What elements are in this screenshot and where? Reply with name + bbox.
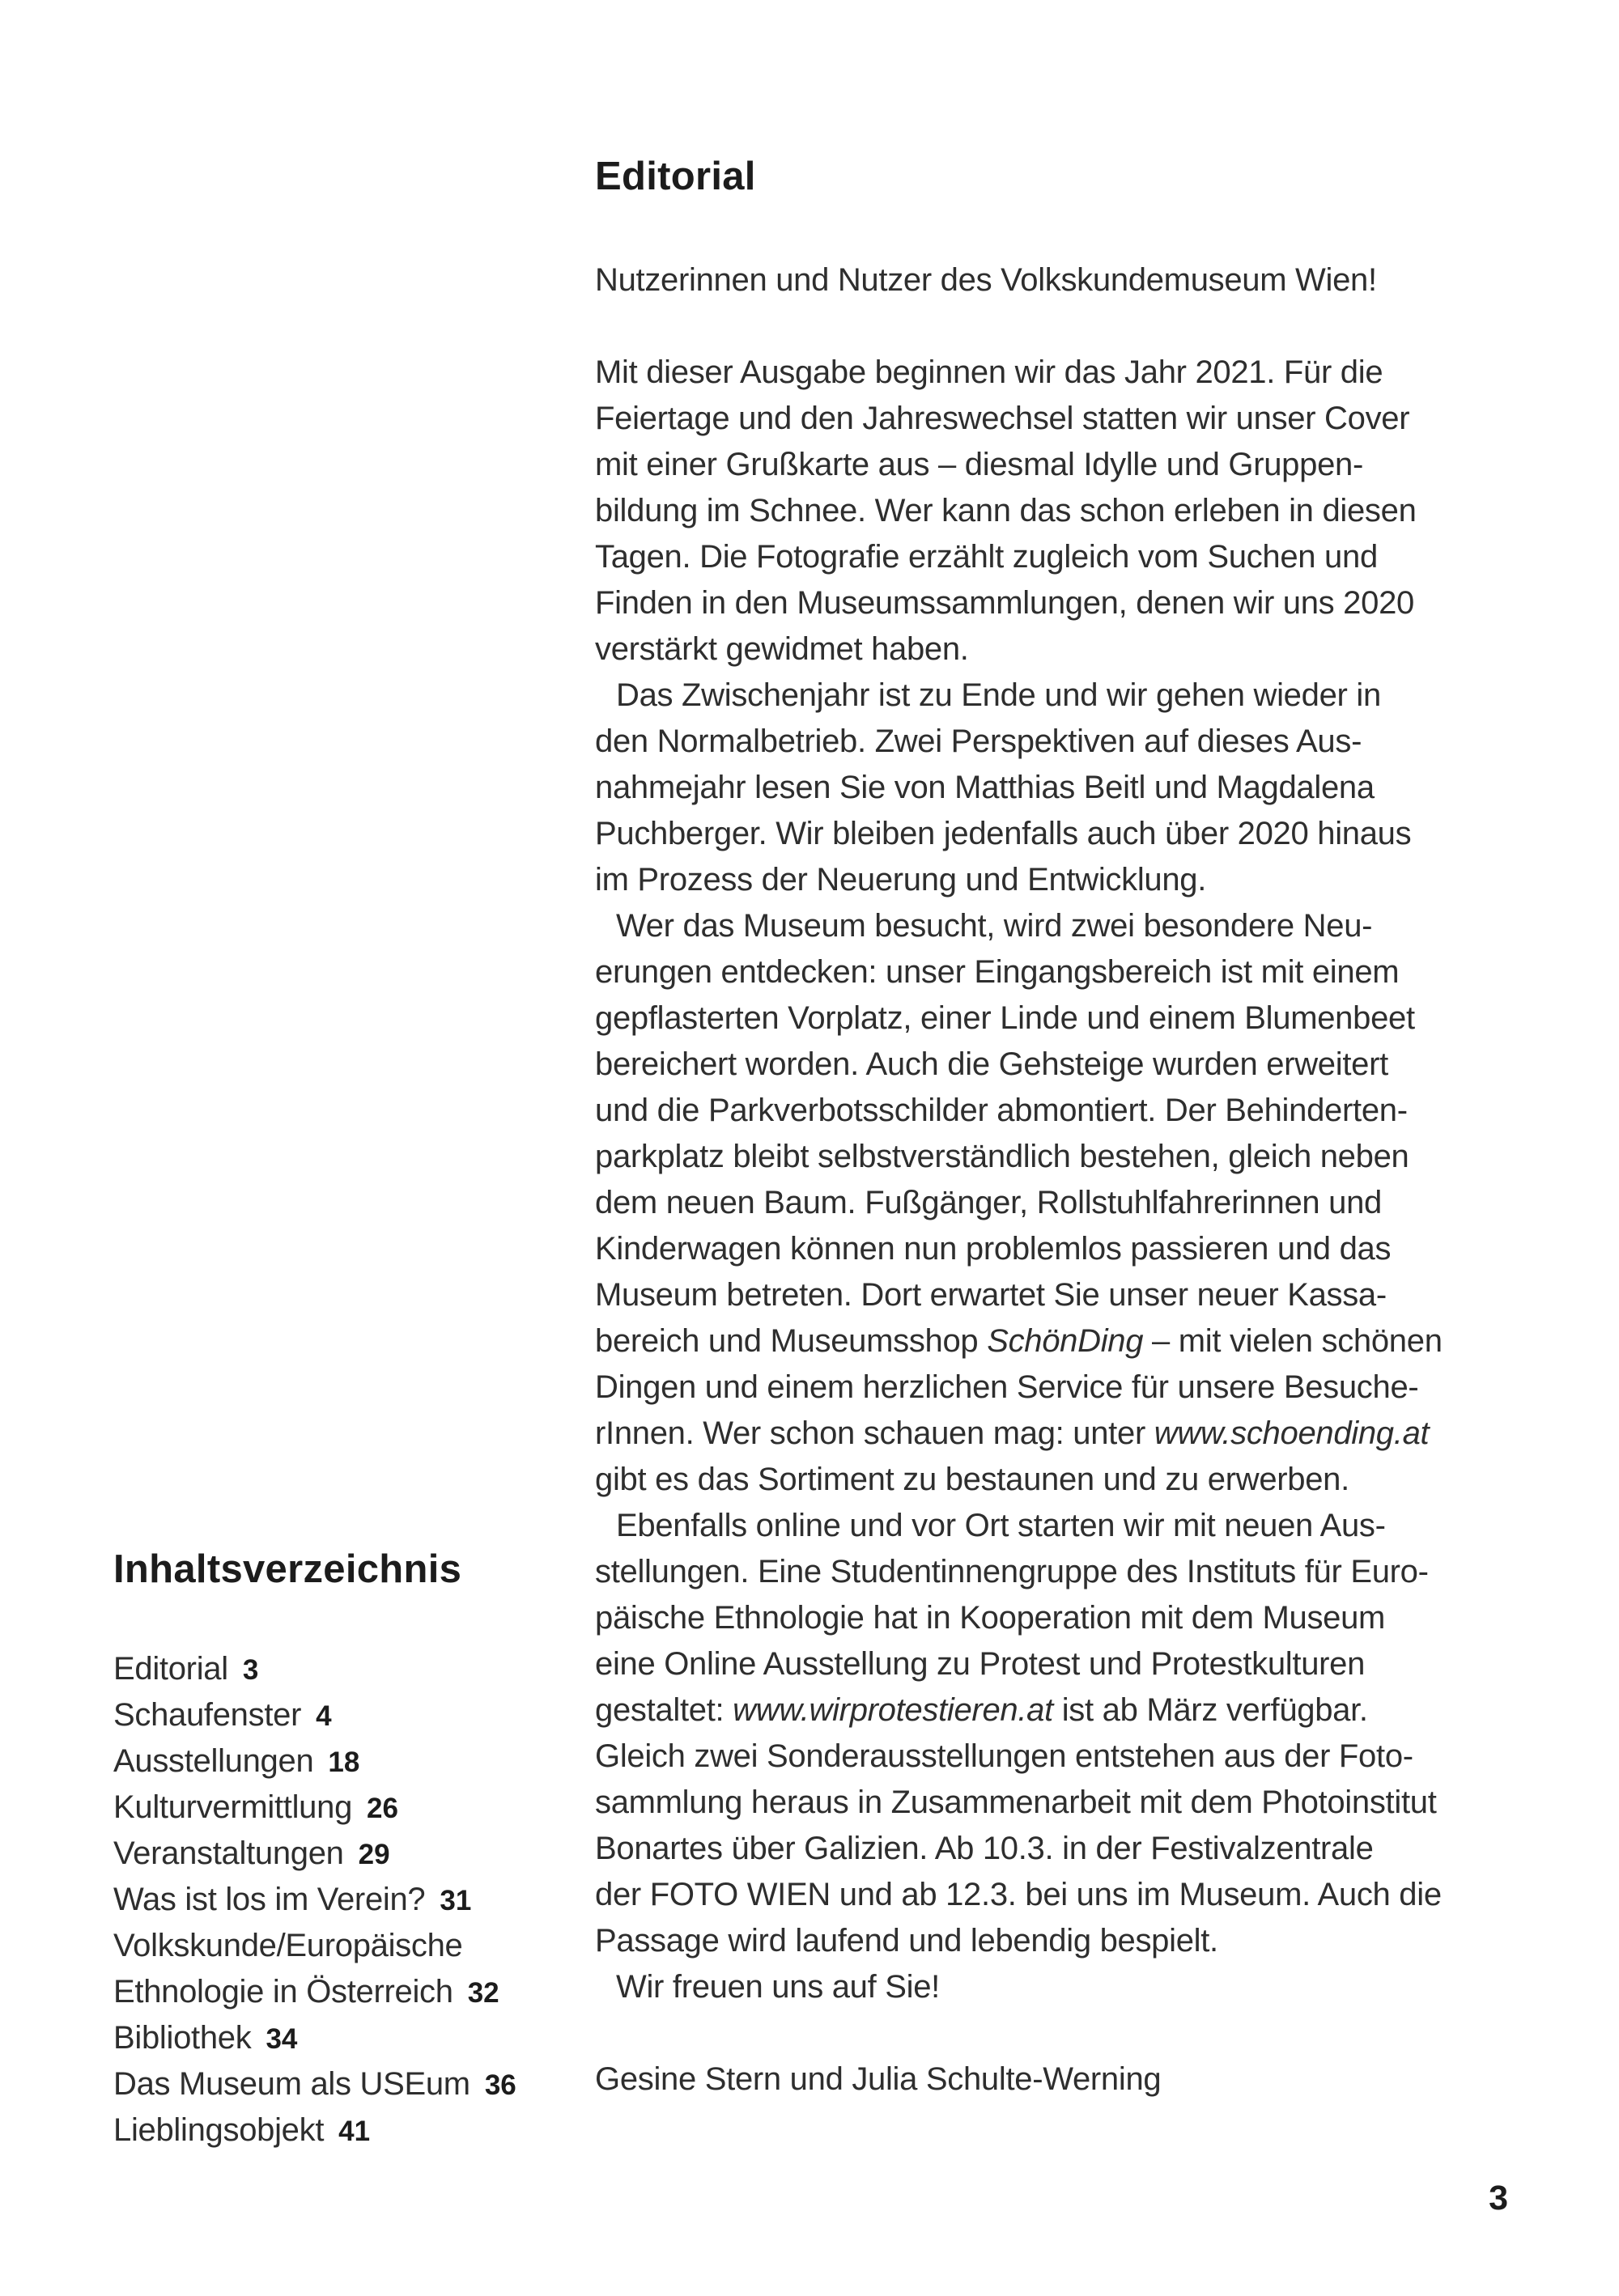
toc-item [113,1831,567,1877]
text-line [595,857,1443,903]
text-line [595,534,1443,580]
text-run: mit einer Grußkarte aus – diesmal Idylle und Gruppen- [595,447,1363,482]
toc-item [113,1877,567,1923]
toc-item [113,1646,567,1692]
text-run: Bonartes über Galizien. Ab 10.3. in der Festivalzentrale [595,1831,1374,1866]
text-run: Puchberger. Wir bleiben jedenfalls auch über 2020 hinaus [595,816,1412,851]
text-line [595,1780,1443,1826]
text-run: erungen entdecken: unser Eingangsbereich ist mit einem [595,954,1400,990]
text-line [595,1318,1443,1364]
toc-item-label: Das Museum als USEum [113,2066,470,2102]
blank-line [595,303,1443,350]
table-of-contents [113,1547,567,2154]
text-line [595,1734,1443,1780]
editorial-body-text [595,257,1443,2010]
toc-item-label: Ethnologie in Österreich [113,1974,453,2010]
toc-item-page: 34 [266,2023,298,2055]
toc-heading: Inhaltsverzeichnis [113,1547,462,1591]
text-run: bereichert worden. Auch die Gehsteige wurden erweitert [595,1046,1388,1082]
toc-item [113,1923,567,1969]
text-run: Feiertage und den Jahreswechsel statten wir unser Cover [595,401,1410,436]
text-run: den Normalbetrieb. Zwei Perspektiven auf dieses Aus- [595,724,1362,759]
text-run: Wir freuen uns auf Sie! [616,1969,940,2005]
text-run: im Prozess der Neuerung und Entwicklung. [595,862,1207,898]
text-run: sammlung heraus in Zusammenarbeit mit dem Photoinstitut [595,1785,1437,1820]
text-run: gepflasterten Vorplatz, einer Linde und einem Blumenbeet [595,1000,1415,1036]
toc-item-label: Ausstellungen [113,1743,314,1779]
editorial-heading: Editorial [595,155,756,198]
text-line [595,257,1443,303]
toc-item-label: Was ist los im Verein? [113,1882,426,1917]
text-line [595,719,1443,765]
italic-text: www.wirprotestieren.at [733,1692,1053,1728]
text-line [595,949,1443,995]
toc-item-label: Editorial [113,1651,228,1687]
text-run: rInnen. Wer schon schauen mag: unter [595,1415,1154,1451]
text-line [595,1872,1443,1918]
text-run: gibt es das Sortiment zu bestaunen und zu erwerben. [595,1462,1349,1497]
text-line [595,1226,1443,1272]
text-run: bereich und Museumsshop [595,1323,988,1359]
text-run: Museum betreten. Dort erwartet Sie unser neuer Kassa- [595,1277,1387,1313]
toc-item-page: 26 [367,1793,398,1824]
toc-item [113,1969,567,2015]
text-line [595,1088,1443,1134]
toc-item [113,1692,567,1738]
text-line [595,765,1443,811]
text-run: Finden in den Museumssammlungen, denen wir uns 2020 [595,585,1414,621]
text-run: Das Zwischenjahr ist zu Ende und wir gehen wieder in [616,677,1381,713]
text-run: und die Parkverbotsschilder abmontiert. Der Behinderten- [595,1093,1408,1128]
text-line [595,1595,1443,1641]
text-run: nahmejahr lesen Sie von Matthias Beitl und Magdalena [595,770,1375,805]
text-run: der FOTO WIEN und ab 12.3. bei uns im Museum. Auch die [595,1877,1442,1912]
text-line [595,1503,1443,1549]
toc-item [113,2015,567,2061]
text-run: ist ab März verfügbar. [1052,1692,1368,1728]
toc-item [113,2107,567,2154]
toc-item [113,2061,567,2107]
toc-item-page: 3 [242,1654,259,1686]
text-line [595,1964,1443,2010]
text-line [595,1687,1443,1734]
toc-item-label: Kulturvermittlung [113,1789,353,1825]
toc-item-page: 36 [484,2069,516,2101]
text-run: eine Online Ausstellung zu Protest und Protestkulturen [595,1646,1366,1682]
text-line [595,1411,1443,1457]
text-run: Mit dieser Ausgabe beginnen wir das Jahr 2021. Für die [595,354,1383,390]
toc-list [113,1646,567,2154]
text-line [595,488,1443,534]
text-line [595,1364,1443,1411]
text-line [595,350,1443,396]
toc-item [113,1785,567,1831]
text-run: verstärkt gewidmet haben. [595,631,969,667]
toc-item-label: Lieblingsobjekt [113,2112,325,2148]
toc-item-page: 29 [358,1839,390,1870]
toc-item-page: 32 [467,1977,499,2009]
text-line [595,396,1443,442]
toc-item-label: Bibliothek [113,2020,252,2056]
toc-item [113,1738,567,1785]
text-run: Kinderwagen können nun problemlos passieren und das [595,1231,1392,1267]
italic-text: www.schoending.at [1154,1415,1430,1451]
toc-item-label: Volkskunde/Europäische [113,1928,463,1963]
text-line [595,1180,1443,1226]
text-run: Nutzerinnen und Nutzer des Volkskundemuseum Wien! [595,262,1377,298]
text-line [595,1918,1443,1964]
text-run: gestaltet: [595,1692,733,1728]
text-line [595,995,1443,1042]
text-line [595,811,1443,857]
text-run: dem neuen Baum. Fußgänger, Rollstuhlfahrerinnen und [595,1185,1382,1220]
toc-item-page: 4 [316,1700,332,1732]
text-line [595,1641,1443,1687]
toc-item-page: 18 [328,1746,360,1778]
page-number: 3 [1489,2179,1508,2217]
text-run: Dingen und einem herzlichen Service für unsere Besuche- [595,1369,1419,1405]
toc-item-page: 31 [440,1885,472,1916]
toc-item-page: 41 [338,2116,371,2147]
editorial-signature: Gesine Stern und Julia Schulte-Werning [595,2061,1162,2097]
text-run: Wer das Museum besucht, wird zwei besondere Neu- [616,908,1373,944]
text-run: parkplatz bleibt selbstverständlich bestehen, gleich neben [595,1139,1409,1174]
text-line [595,1826,1443,1872]
text-line [595,1134,1443,1180]
text-line [595,442,1443,488]
text-line [595,1042,1443,1088]
text-run: stellungen. Eine Studentinnengruppe des Instituts für Euro- [595,1554,1429,1589]
text-run: päische Ethnologie hat in Kooperation mit dem Museum [595,1600,1386,1636]
text-run: Passage wird laufend und lebendig bespielt. [595,1923,1218,1959]
text-run: bildung im Schnee. Wer kann das schon erleben in diesen [595,493,1417,528]
toc-item-label: Veranstaltungen [113,1836,344,1871]
text-line [595,1457,1443,1503]
text-run: Gleich zwei Sonderausstellungen entstehen aus der Foto- [595,1738,1413,1774]
text-line [595,580,1443,626]
text-line [595,626,1443,673]
text-line [595,1549,1443,1595]
text-run: Ebenfalls online und vor Ort starten wir mit neuen Aus- [616,1508,1386,1543]
italic-text: SchönDing [987,1323,1144,1359]
toc-item-label: Schaufenster [113,1697,302,1733]
text-run: Tagen. Die Fotografie erzählt zugleich vom Suchen und [595,539,1378,575]
text-line [595,903,1443,949]
text-line [595,673,1443,719]
text-run: – mit vielen schönen [1143,1323,1443,1359]
text-line [595,1272,1443,1318]
